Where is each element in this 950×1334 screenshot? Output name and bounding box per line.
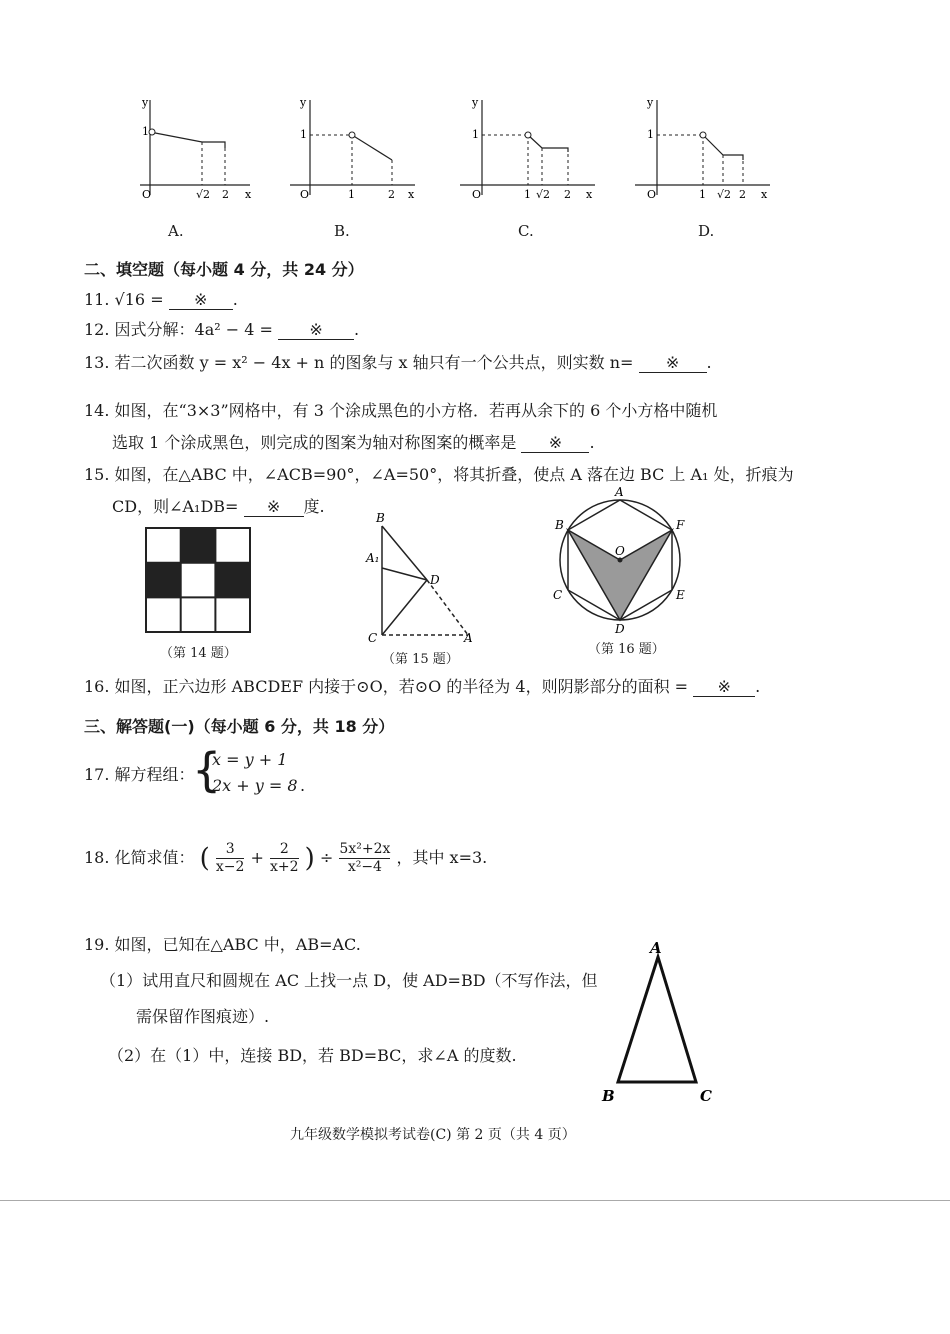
answer-blank-12: ※	[278, 320, 354, 340]
answer-blank-15: ※	[244, 497, 304, 517]
svg-text:B: B	[602, 1087, 615, 1105]
option-a-label: A.	[168, 222, 184, 240]
svg-text:√2: √2	[717, 188, 732, 201]
svg-text:O: O	[472, 188, 482, 201]
figure-16-hexagon	[545, 485, 695, 635]
svg-text:2: 2	[222, 188, 229, 201]
svg-text:A₁: A₁	[366, 551, 380, 565]
question-18: 18. 化简求值： ( $\frac{3}{x-2}$ + $\frac{2}{x+2}$ ) ÷ $\frac{\text{5x²+2x}}{\text{x²−4}}$ ，其中 x=3.	[84, 841, 488, 875]
svg-text:y: y	[472, 96, 479, 109]
graph-d	[635, 96, 770, 201]
question-15-line1: 15. 如图，在△ABC 中，∠ACB=90°，∠A=50°，将其折叠，使点 A 落在边 BC 上 A₁ 处，折痕为	[84, 465, 794, 484]
option-c-label: C.	[518, 222, 534, 240]
axis-y: y	[142, 96, 149, 109]
svg-text:1: 1	[472, 128, 479, 141]
question-15-line2: CD，则∠A₁DB= ※ 度.	[112, 497, 325, 516]
figure-15-triangle	[360, 510, 490, 650]
svg-text:A: A	[464, 631, 473, 645]
svg-text:C: C	[700, 1087, 712, 1105]
svg-text:2: 2	[739, 188, 746, 201]
fraction-3: $\frac{\text{5x²+2x}}{\text{x²−4}}$	[339, 841, 391, 875]
svg-text:2: 2	[388, 188, 395, 201]
section-3-heading: 三、解答题(一)（每小题 6 分，共 18 分）	[84, 717, 395, 736]
svg-text:x: x	[245, 188, 252, 201]
equation-1: x = y + 1	[212, 750, 288, 769]
question-17: 17. 解方程组：	[84, 765, 195, 784]
svg-text:x: x	[586, 188, 593, 201]
answer-blank-16: ※	[693, 677, 755, 697]
question-14-line2: 选取 1 个涂成黑色，则完成的图案为轴对称图案的概率是 ※ .	[112, 433, 595, 452]
svg-text:A: A	[615, 485, 624, 499]
answer-blank-13: ※	[639, 353, 707, 373]
svg-text:1: 1	[348, 188, 355, 201]
page-footer: 九年级数学模拟考试卷(C) 第 2 页（共 4 页）	[290, 1127, 576, 1143]
svg-text:F: F	[676, 518, 685, 532]
question-19-line1: 19. 如图，已知在△ABC 中，AB=AC.	[84, 935, 361, 954]
svg-text:A: A	[650, 939, 662, 957]
svg-text:D: D	[430, 573, 440, 587]
exam-page: y x O 1 √2 2 y x O 1 1 2 y x O 1 1 √2 2 y x O 1 1 √2 2 A. B. C. D. 二、填空题（每小题 4 分，共 24 分） 11. √16 = ※ . 12. 因式分解：4a² − 4 = ※ . 13. 若二次函数 y = x² − 4x + n 的图象与 x 轴只有一个公共点，则实数 n= ※ . 14. 如图，在“3×3”网格中，有 3 个涂成黑色的小方格．若再从余下的 6 个小方格中随机 选取 1 个涂成黑色，则完成的图案为轴对称图案的概率是 ※ . 15. 如图，在△ABC 中，∠ACB=90°，∠A=50°，将其折叠，使点 A 落在边 BC 上 A₁ 处，折痕为 CD，则∠A₁DB= ※ 度. （第 14 题） B A₁ D C A （第 15 题） A B F O C E D （第 16 题） 16. 如图，正六边形 ABCDEF 内接于⊙O，若⊙O 的半径为 4，则阴影部分的面积 = ※ . 三、解答题(一)（每小题 6 分，共 18 分） 17. 解方程组： { x = y + 1 2x + y = 8 . 18. 化简求值： ( $\frac{3}{x-2}$ + $\frac{2}{x+2}$ ) ÷ $\frac{\text{5x²+2x}}{\text{x²−4}}$ ，其中 x=3. 19. 如图，已知在△ABC 中，AB=AC. （1）试用直尺和圆规在 AC 上找一点 D，使 AD=BD（不写作法，但 需保留作图痕迹）. （2）在（1）中，连接 BD，若 BD=BC，求∠A 的度数. A B C 九年级数学模拟考试卷(C) 第 2 页（共 4 页）	[0, 0, 950, 1334]
question-19-part2: （2）在（1）中，连接 BD，若 BD=BC，求∠A 的度数.	[108, 1046, 517, 1065]
option-d-label: D.	[698, 222, 715, 240]
fraction-2: $\frac{2}{x+2}$	[270, 841, 299, 875]
question-12: 12. 因式分解：4a² − 4 = ※ .	[84, 320, 360, 339]
svg-text:1: 1	[300, 128, 307, 141]
question-19-part1b: 需保留作图痕迹）.	[136, 1007, 270, 1026]
svg-text:D: D	[615, 622, 625, 635]
svg-text:√2: √2	[536, 188, 551, 201]
section-2-heading: 二、填空题（每小题 4 分，共 24 分）	[84, 260, 364, 279]
graph-c	[460, 96, 595, 201]
equation-2: 2x + y = 8	[212, 776, 298, 795]
question-11: 11. √16 = ※ .	[84, 290, 238, 309]
fraction-1: $\frac{3}{x-2}$	[215, 841, 245, 875]
figure-15-caption: （第 15 题）	[382, 652, 459, 667]
svg-text:x: x	[761, 188, 768, 201]
svg-text:B: B	[376, 511, 385, 525]
page-bottom-rule	[0, 1200, 950, 1201]
svg-text:1: 1	[524, 188, 531, 201]
graph-a	[140, 96, 252, 201]
svg-text:2: 2	[564, 188, 571, 201]
svg-text:1: 1	[142, 125, 149, 138]
figure-14-caption: （第 14 题）	[160, 646, 237, 661]
svg-text:y: y	[300, 96, 307, 109]
svg-text:√2: √2	[196, 188, 211, 201]
question-14-line1: 14. 如图，在“3×3”网格中，有 3 个涂成黑色的小方格．若再从余下的 6 个小方格中随机	[84, 401, 718, 420]
svg-text:B: B	[555, 518, 564, 532]
svg-text:x: x	[408, 188, 415, 201]
figure-14-grid	[145, 527, 251, 633]
svg-text:C: C	[368, 631, 378, 645]
figure-19-triangle	[596, 935, 726, 1110]
graph-b	[290, 96, 415, 201]
svg-text:1: 1	[647, 128, 654, 141]
svg-text:1: 1	[699, 188, 706, 201]
question-13: 13. 若二次函数 y = x² − 4x + n 的图象与 x 轴只有一个公共点，则实数 n= ※ .	[84, 353, 712, 372]
svg-text:O: O	[615, 544, 625, 558]
question-19-part1a: （1）试用直尺和圆规在 AC 上找一点 D，使 AD=BD（不写作法，但	[100, 971, 598, 990]
svg-text:O: O	[300, 188, 310, 201]
svg-text:E: E	[676, 588, 685, 602]
svg-text:O: O	[647, 188, 657, 201]
option-b-label: B.	[334, 222, 350, 240]
figure-16-caption: （第 16 题）	[588, 642, 665, 657]
svg-text:O: O	[142, 188, 152, 201]
svg-text:C: C	[553, 588, 563, 602]
question-16: 16. 如图，正六边形 ABCDEF 内接于⊙O，若⊙O 的半径为 4，则阴影部分的面积 = ※ .	[84, 677, 761, 696]
graph-option-figures	[130, 90, 790, 210]
answer-blank-14: ※	[521, 433, 589, 453]
svg-text:y: y	[647, 96, 654, 109]
answer-blank-11: ※	[169, 290, 233, 310]
